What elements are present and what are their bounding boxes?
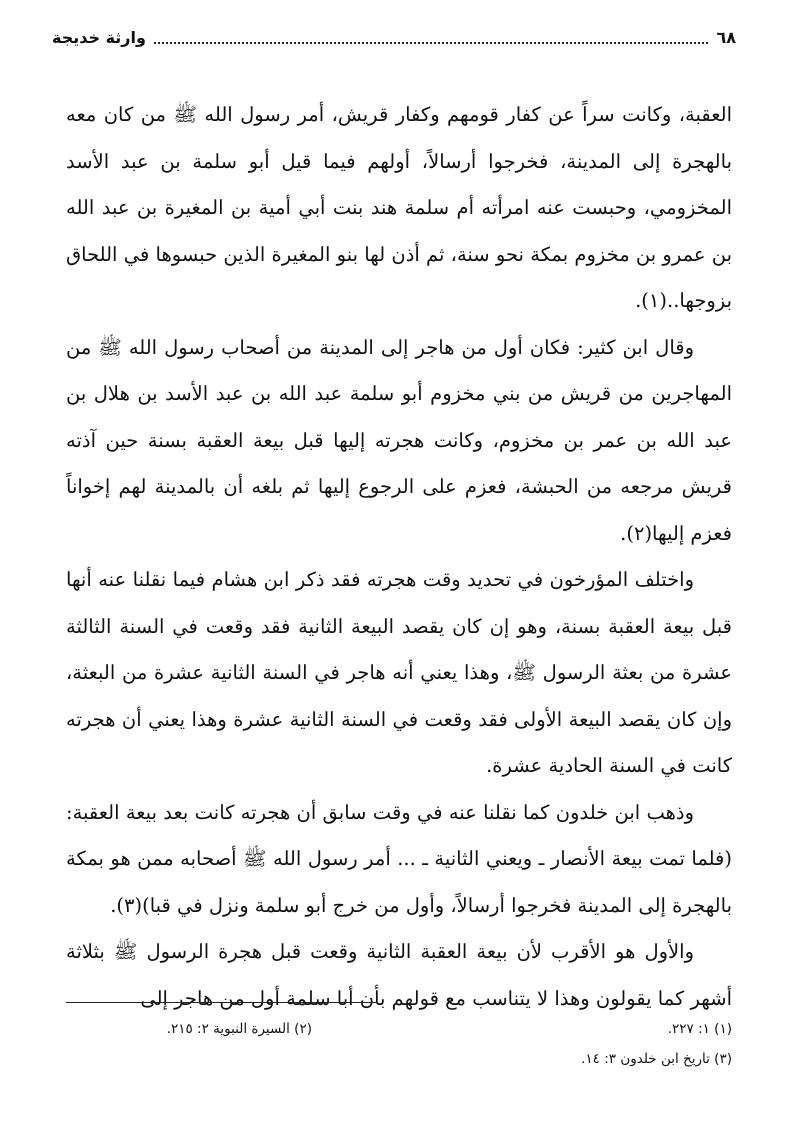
body-text (66, 92, 732, 1022)
paragraph-2: وقال ابن كثير: فكان أول من هاجر إلى المدينة من أصحاب رسول الله ﷺ من المهاجرين من قريش من بني مخزوم أبو سلمة عبد الله بن عبد الأسد بن هلال بن عبد الله بن عمر بن مخزوم، وكانت هجرته إليها قبل بيعة العقبة بسنة حين آذته قريش مرجعه من الحبشة، فعزم على الرجوع إليها ثم بلغه أن بالمدينة لهم إخواناً فعزم إليها(٢). (66, 335, 732, 545)
footnote-row (66, 1014, 732, 1044)
paragraph-5: والأول هو الأقرب لأن بيعة العقبة الثانية وقعت قبل هجرة الرسول ﷺ بثلاثة أشهر كما يقولون وهذا لا يتناسب مع قولهم بأن أبا سلمة أول من هاجر إلى (66, 940, 732, 1010)
paragraph-4: وذهب ابن خلدون كما نقلنا عنه في وقت سابق أن هجرته كانت بعد بيعة العقبة: (فلما تمت بيعة الأنصار ـ ويعني الثانية ـ ... أمر رسول الله ﷺ أصحابه ممن هو بمكة بالهجرة إلى المدينة فخرجوا أرسالاً، وأول من خرج أبو سلمة ونزل في قبا)(٣). (66, 800, 732, 917)
paragraph-3: واختلف المؤرخون في تحديد وقت هجرته فقد ذكر ابن هشام فيما نقلنا عنه أنها قبل بيعة العقبة بسنة، وهو إن كان يقصد البيعة الثانية فقد وقعت في السنة الثالثة عشرة من بعثة الرسول ﷺ، وهذا يعني أنه هاجر في السنة الثانية عشرة من البعثة، وإن كان يقصد البيعة الأولى فقد وقعت في السنة الثانية عشرة وهذا يعني أن هجرته كانت في السنة الحادية عشرة. (66, 568, 732, 777)
paragraph-1: العقبة، وكانت سراً عن كفار قومهم وكفار قريش، أمر رسول الله ﷺ من كان معه بالهجرة إلى المدينة، فخرجوا أرسالاً، أولهم فيما قيل أبو سلمة بن عبد الأسد المخزومي، وحبست عنه امرأته أم سلمة هند بنت أبي أمية بن المغيرة بن عبد الله بن عمرو بن مخزوم بمكة نحو سنة، ثم أذن لها بنو المغيرة الذين حبسوها في اللحاق بزوجها..(١). (66, 103, 732, 312)
running-header (52, 28, 736, 47)
dotted-leader (154, 42, 709, 44)
footnote-row (66, 1044, 732, 1074)
footnote-divider (66, 1002, 376, 1003)
footnote-2: (٢) السيرة النبوية ٢: ٢١٥. (166, 1021, 312, 1037)
running-title: وارثة خديجة (52, 28, 146, 47)
footnotes (66, 1014, 732, 1074)
footnote-1: (١) ١: ٢٢٧. (667, 1021, 732, 1037)
page-number: ٦٨ (716, 28, 736, 47)
footnote-3: (٣) تاريخ ابن خلدون ٣: ١٤. (581, 1051, 732, 1067)
